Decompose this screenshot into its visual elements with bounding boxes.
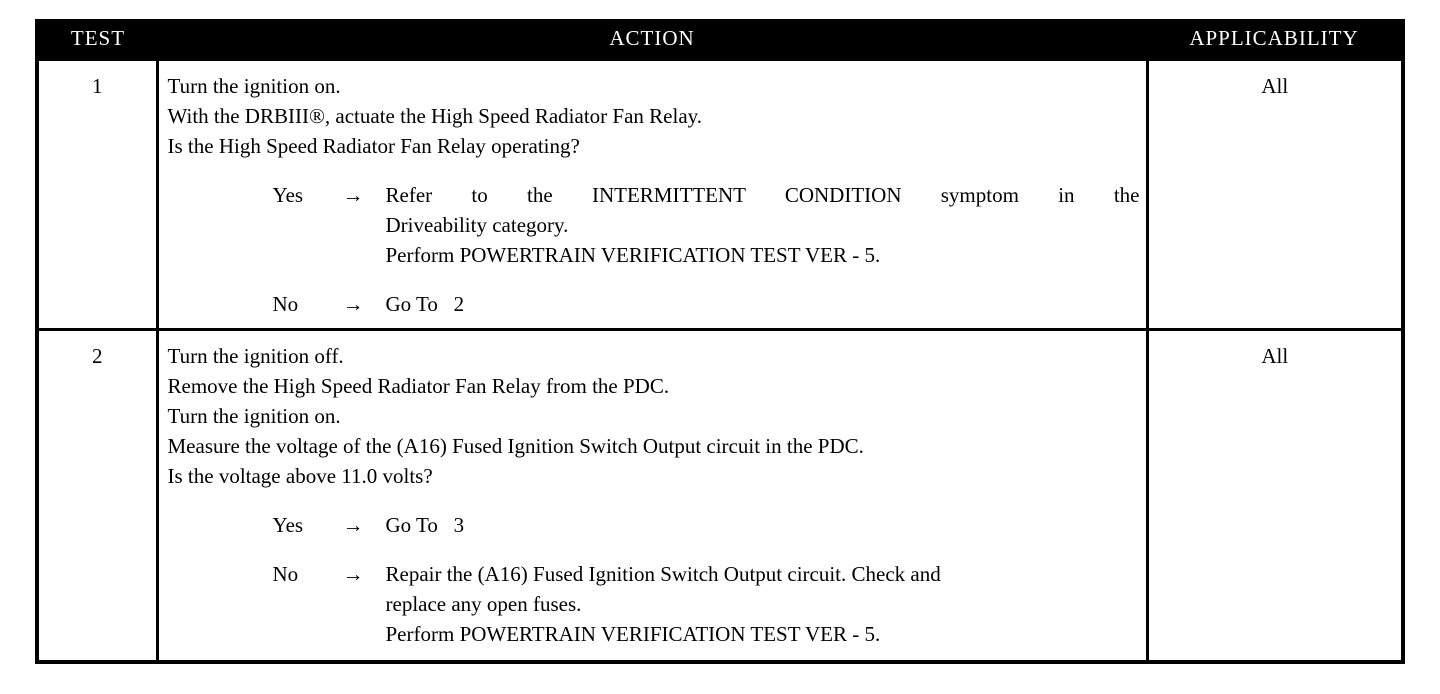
action-step: Is the voltage above 11.0 volts? <box>167 463 433 488</box>
table-body <box>39 59 1401 660</box>
outcome-line: Refer to the INTERMITTENT CONDITION symptom in the <box>385 182 1140 207</box>
outcome-line: Repair the (A16) Fused Ignition Switch Output circuit. Check and <box>385 561 941 586</box>
test-number-cell: 1 <box>39 59 157 329</box>
applicability-cell: All <box>1147 329 1401 660</box>
arrow-right-icon: → <box>342 182 364 207</box>
result-yes <box>168 510 1140 540</box>
result-no-label: No <box>272 291 299 316</box>
test-number-cell: 2 <box>39 329 157 660</box>
action-step: Turn the ignition off. <box>167 343 344 368</box>
action-cell <box>157 59 1147 329</box>
applicability-cell: All <box>1147 59 1401 329</box>
result-yes-outcome <box>386 180 1140 270</box>
outcome-line: Go To 2 <box>385 291 465 316</box>
arrow-right-icon: → <box>342 561 364 586</box>
outcome-line: replace any open fuses. <box>385 591 582 616</box>
diagnostic-test-table-container <box>35 19 1405 664</box>
outcome-line: Perform POWERTRAIN VERIFICATION TEST VER - 5. <box>385 242 881 267</box>
table-row-test-1 <box>39 59 1401 329</box>
result-yes-outcome <box>386 510 1140 540</box>
table-header <box>39 19 1401 59</box>
action-step: With the DRBIII®, actuate the High Speed Radiator Fan Relay. <box>167 103 703 128</box>
outcome-line: Perform POWERTRAIN VERIFICATION TEST VER - 5. <box>385 621 881 646</box>
action-step: Measure the voltage of the (A16) Fused Ignition Switch Output circuit in the PDC. <box>167 433 864 458</box>
action-step: Turn the ignition on. <box>167 403 341 428</box>
result-yes-label: Yes <box>272 182 304 207</box>
result-no-label: No <box>272 561 299 586</box>
outcome-line: Driveability category. <box>385 212 569 237</box>
arrow-right-icon: → <box>342 512 364 537</box>
outcome-line: Go To 3 <box>385 512 465 537</box>
arrow-right-icon: → <box>342 291 364 316</box>
result-no <box>168 289 1140 319</box>
result-yes <box>168 180 1140 270</box>
result-yes-label: Yes <box>272 512 304 537</box>
header-test: TEST <box>39 19 157 59</box>
header-action: ACTION <box>157 19 1147 59</box>
table-row-test-2 <box>39 329 1401 660</box>
header-row <box>39 19 1401 59</box>
action-step: Turn the ignition on. <box>167 73 341 98</box>
action-step: Remove the High Speed Radiator Fan Relay from the PDC. <box>167 373 670 398</box>
header-applicability: APPLICABILITY <box>1147 19 1401 59</box>
result-no-outcome <box>386 289 1140 319</box>
action-step: Is the High Speed Radiator Fan Relay operating? <box>167 133 580 158</box>
result-no <box>168 559 1140 649</box>
action-cell <box>157 329 1147 660</box>
result-no-outcome <box>386 559 1140 649</box>
diagnostic-test-table <box>39 19 1401 660</box>
